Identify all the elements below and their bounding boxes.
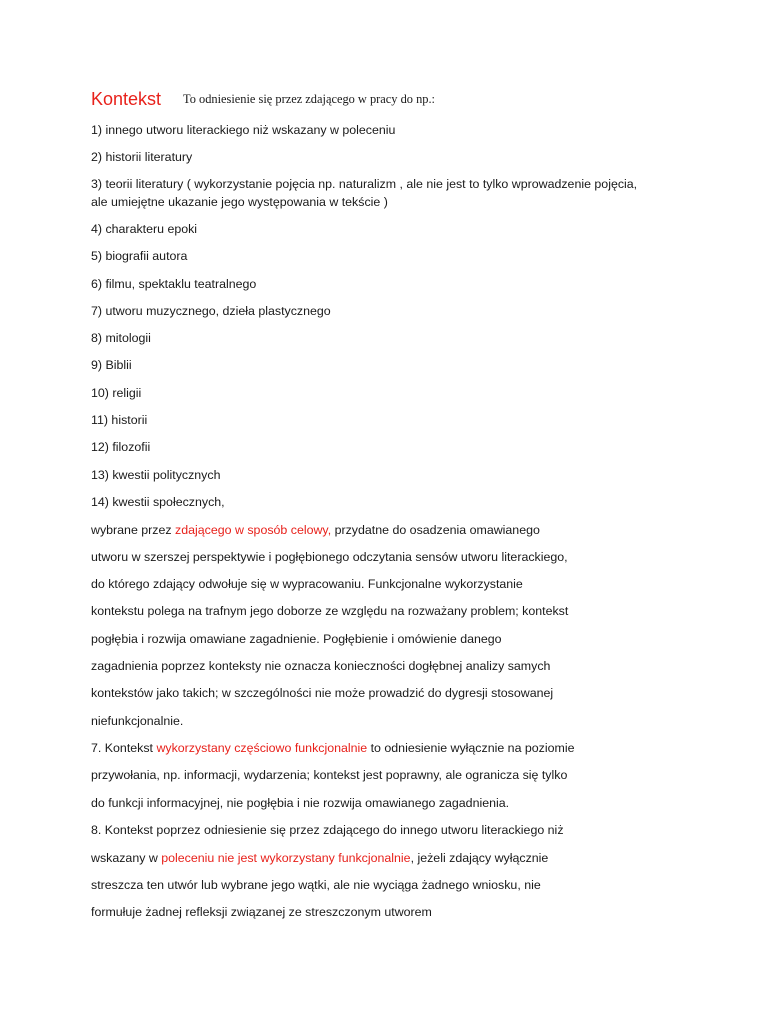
list-item: 11) historii — [91, 413, 148, 427]
paragraph-line: kontekstów jako takich; w szczególności nie może prowadzić do dygresji stosowanej — [91, 686, 554, 700]
paragraph-line: pogłębia i rozwija omawiane zagadnienie. Pogłębienie i omówienie danego — [91, 632, 502, 646]
heading-definition: To odniesienie się przez zdającego w pracy do np.: — [183, 92, 436, 106]
list-item: 3) teorii literatury ( wykorzystanie pojęcia np. naturalizm , ale nie jest to tylko wprowadzenie pojęcia, — [91, 177, 638, 191]
paragraph-line: do którego zdający odwołuje się w wypracowaniu. Funkcjonalne wykorzystanie — [91, 577, 523, 591]
paragraph-line: 8. Kontekst poprzez odniesienie się przez zdającego do innego utworu literackiego niż — [91, 823, 564, 837]
heading-term: Kontekst — [91, 89, 162, 109]
list-item: 14) kwestii społecznych, — [91, 495, 225, 509]
list-item: 4) charakteru epoki — [91, 222, 198, 236]
list-item: 7) utworu muzycznego, dzieła plastycznego — [91, 304, 331, 318]
text-segment: 7. Kontekst — [91, 741, 157, 755]
list-item: 1) innego utworu literackiego niż wskazany w poleceniu — [91, 123, 396, 137]
highlighted-phrase: zdającego w sposób celowy, — [175, 523, 332, 537]
paragraph-line: zagadnienia poprzez konteksty nie oznacza konieczności dogłębnej analizy samych — [91, 659, 551, 673]
highlighted-phrase: poleceniu nie jest wykorzystany funkcjonalnie — [161, 851, 411, 865]
list-item: 13) kwestii politycznych — [91, 468, 221, 482]
list-item-continuation: ale umiejętne ukazanie jego występowania w tekście ) — [91, 195, 388, 209]
text-segment: wybrane przez — [91, 523, 176, 537]
text-segment: przydatne do osadzenia omawianego — [331, 523, 540, 537]
text-segment: wskazany w — [91, 851, 162, 865]
list-item: 12) filozofii — [91, 440, 151, 454]
paragraph-line — [91, 522, 540, 538]
list-item: 9) Biblii — [91, 358, 132, 372]
paragraph-line: utworu w szerszej perspektywie i pogłębionego odczytania sensów utworu literackiego, — [91, 550, 568, 564]
list-item: 8) mitologii — [91, 331, 151, 345]
text-segment: to odniesienie wyłącznie na poziomie — [367, 741, 575, 755]
text-segment: , jeżeli zdający wyłącznie — [410, 851, 549, 865]
paragraph-line: przywołania, np. informacji, wydarzenia; kontekst jest poprawny, ale ogranicza się tylko — [91, 768, 568, 782]
list-item: 5) biografii autora — [91, 249, 188, 263]
list-item: 6) filmu, spektaklu teatralnego — [91, 277, 257, 291]
paragraph-line — [91, 740, 575, 756]
paragraph-line: niefunkcjonalnie. — [91, 714, 184, 728]
highlighted-phrase: wykorzystany częściowo funkcjonalnie — [156, 741, 368, 755]
paragraph-line: formułuje żadnej refleksji związanej ze streszczonym utworem — [91, 905, 432, 919]
paragraph-line — [91, 850, 548, 866]
list-item: 2) historii literatury — [91, 150, 193, 164]
paragraph-line: kontekstu polega na trafnym jego doborze ze względu na rozważany problem; kontekst — [91, 604, 569, 618]
paragraph-line: do funkcji informacyjnej, nie pogłębia i nie rozwija omawianego zagadnienia. — [91, 796, 510, 810]
paragraph-line: streszcza ten utwór lub wybrane jego wątki, ale nie wyciąga żadnego wniosku, nie — [91, 878, 541, 892]
list-item: 10) religii — [91, 386, 142, 400]
